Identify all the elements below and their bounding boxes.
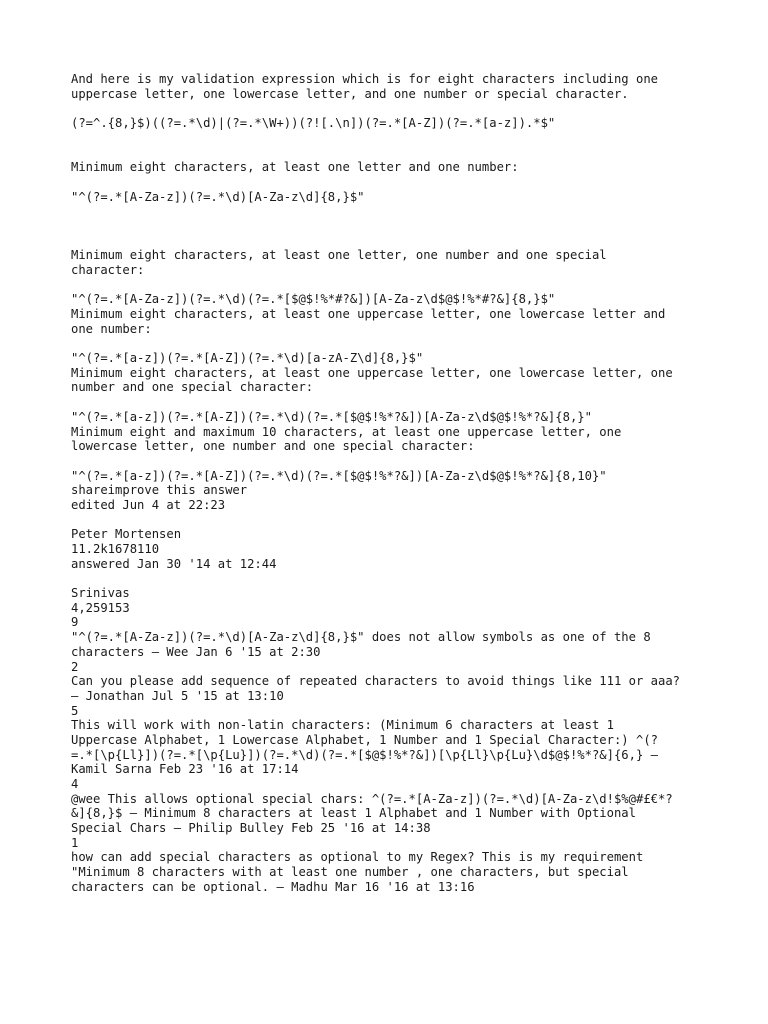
text-line: 1: [71, 835, 79, 850]
text-line: shareimprove this answer: [71, 483, 248, 498]
text-line: Can you please add sequence of repeated characters to avoid things like 111 or aaa?: [71, 674, 681, 689]
blank-line: [71, 336, 711, 351]
blank-line: [71, 278, 711, 293]
text-line: edited Jun 4 at 22:23: [71, 497, 226, 512]
text-line: characters can be optional. – Madhu Mar 16 '16 at 13:16: [71, 879, 475, 894]
text-line: =.*[\p{Ll}])(?=.*[\p{Lu}])(?=.*\d)(?=.*[$@$!%*?&])[\p{Ll}\p{Lu}\d$@$!%*?&]{6,} –: [71, 747, 658, 762]
text-line: Minimum eight characters, at least one uppercase letter, one lowercase letter and: [71, 307, 666, 321]
text-line: 2: [71, 659, 79, 674]
text-line: lowercase letter, one number and one special character:: [71, 439, 475, 454]
text-line: Uppercase Alphabet, 1 Lowercase Alphabet, 1 Number and 1 Special Character:) ^(?: [71, 732, 658, 747]
text-line: "^(?=.*[a-z])(?=.*[A-Z])(?=.*\d)[a-zA-Z\d]{8,}$": [71, 351, 424, 366]
blank-line: [71, 204, 711, 219]
text-line: "^(?=.*[a-z])(?=.*[A-Z])(?=.*\d)(?=.*[$@$!%*?&])[A-Za-z\d$@$!%*?&]{8,10}": [71, 468, 607, 483]
text-line: Kamil Sarna Feb 23 '16 at 17:14: [71, 762, 299, 777]
blank-line: [71, 175, 711, 190]
blank-line: [71, 145, 711, 160]
text-line: &]{8,}$ — Minimum 8 characters at least 1 Alphabet and 1 Number with Optional: [71, 806, 636, 821]
text-line: 11.2k1678110: [71, 542, 160, 556]
text-line: (?=^.{8,}$)((?=.*\d)|(?=.*\W+))(?![.\n])(?=.*[A-Z])(?=.*[a-z]).*$": [71, 116, 556, 131]
text-line: uppercase letter, one lowercase letter, and one number or special character.: [71, 86, 629, 101]
blank-line: [71, 101, 711, 116]
text-line: "Minimum 8 characters with at least one number , one characters, but special: [71, 865, 629, 880]
text-line: one number:: [71, 321, 152, 336]
text-line: number and one special character:: [71, 380, 314, 395]
text-line: Special Chars – Philip Bulley Feb 25 '16 at 14:38: [71, 821, 431, 836]
blank-line: [71, 395, 711, 410]
text-line: Minimum eight characters, at least one uppercase letter, one lowercase letter, one: [71, 365, 673, 380]
text-line: characters – Wee Jan 6 '15 at 2:30: [71, 644, 321, 659]
document-body: [71, 72, 711, 895]
text-line: This will work with non-latin characters: (Minimum 6 characters at least 1: [71, 718, 614, 733]
text-line: "^(?=.*[A-Za-z])(?=.*\d)[A-Za-z\d]{8,}$" does not allow symbols as one of the 8: [71, 630, 651, 645]
text-line: "^(?=.*[A-Za-z])(?=.*\d)(?=.*[$@$!%*#?&])[A-Za-z\d$@$!%*#?&]{8,}$": [71, 292, 556, 307]
text-line: character:: [71, 262, 145, 277]
blank-line: [71, 234, 711, 249]
blank-line: [71, 513, 711, 528]
text-line: "^(?=.*[A-Za-z])(?=.*\d)[A-Za-z\d]{8,}$": [71, 189, 365, 204]
text-line: how can add special characters as optional to my Regex? This is my requirement: [71, 850, 644, 865]
text-line: And here is my validation expression which is for eight characters including one: [71, 72, 658, 86]
text-line: Srinivas: [71, 586, 130, 601]
blank-line: [71, 131, 711, 146]
text-line: Minimum eight and maximum 10 characters, at least one uppercase letter, one: [71, 424, 622, 439]
text-line: 9: [71, 615, 79, 630]
text-line: – Jonathan Jul 5 '15 at 13:10: [71, 688, 284, 703]
blank-line: [71, 571, 711, 586]
text-line: 4,259153: [71, 600, 130, 615]
text-line: @wee This allows optional special chars: ^(?=.*[A-Za-z])(?=.*\d)[A-Za-z\d!$%@#£€*?: [71, 791, 673, 806]
text-line: Minimum eight characters, at least one letter, one number and one special: [71, 248, 607, 263]
text-line: answered Jan 30 '14 at 12:44: [71, 556, 277, 571]
text-line: Peter Mortensen: [71, 527, 182, 542]
blank-line: [71, 219, 711, 234]
text-line: 5: [71, 703, 79, 718]
text-line: "^(?=.*[a-z])(?=.*[A-Z])(?=.*\d)(?=.*[$@$!%*?&])[A-Za-z\d$@$!%*?&]{8,}": [71, 409, 592, 424]
text-line: 4: [71, 777, 79, 791]
text-line: Minimum eight characters, at least one letter and one number:: [71, 160, 519, 175]
blank-line: [71, 454, 711, 469]
